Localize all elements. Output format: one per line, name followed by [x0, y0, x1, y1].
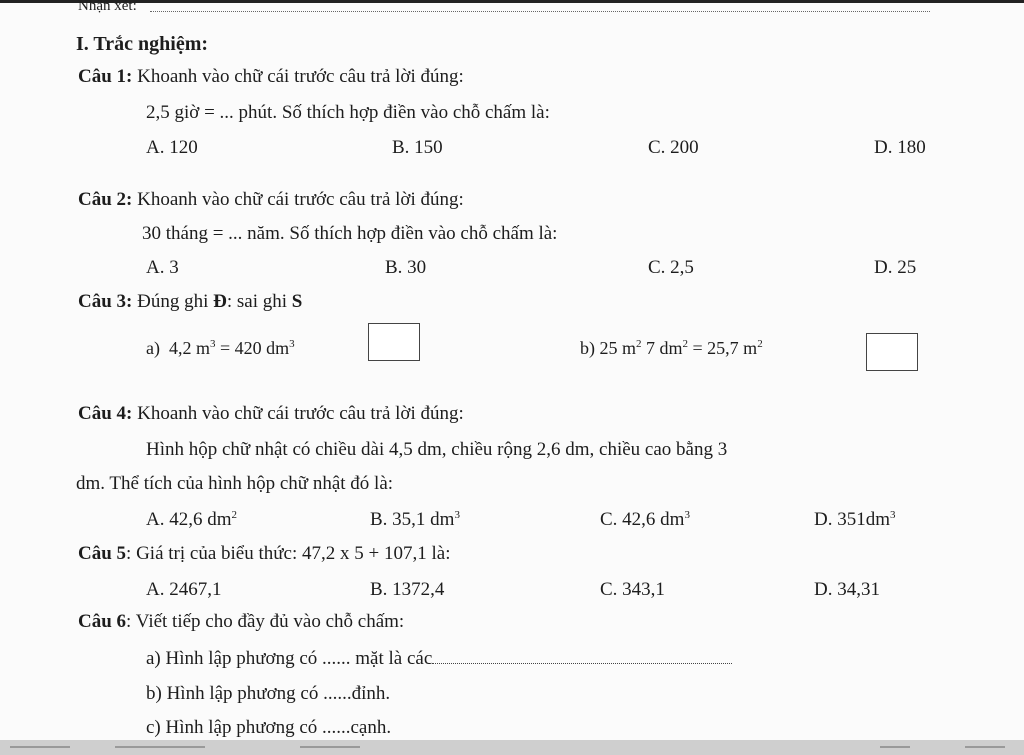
q3-b-e3: 2 [757, 338, 763, 350]
q3-b-label: b) [580, 338, 595, 358]
q4-opt-b-text: B. 35,1 dm [370, 509, 455, 530]
q3-b-e2: 2 [682, 338, 689, 350]
q3-label: Câu 3: [78, 291, 133, 312]
bottom-strip [0, 740, 1024, 755]
bottom-mark [10, 746, 70, 748]
q1-prompt: Khoanh vào chữ cái trước câu trả lời đúng: [137, 66, 464, 87]
q6-item-a [146, 648, 732, 670]
q6-heading [78, 611, 404, 633]
q1-heading [78, 66, 464, 88]
q5-option-d[interactable]: D. 34,31 [814, 579, 880, 600]
q4-option-d[interactable] [814, 509, 896, 531]
q1-option-d[interactable]: D. 180 [874, 137, 926, 158]
header-label: Nhận xét: [78, 0, 137, 14]
q4-label: Câu 4: [78, 403, 133, 424]
q1-option-a[interactable]: A. 120 [146, 137, 198, 158]
q5-prompt: : Giá trị của biểu thức: 47,2 x 5 + 107,1 là: [126, 543, 451, 564]
q4-opt-c-exp: 3 [684, 509, 690, 521]
header-dotted-line [150, 11, 930, 12]
q2-option-a[interactable]: A. 3 [146, 257, 179, 278]
q4-prompt: Khoanh vào chữ cái trước câu trả lời đúng: [137, 403, 464, 424]
q3-a-left: 4,2 m [168, 338, 210, 358]
q4-opt-a-exp: 2 [231, 509, 237, 521]
q4-stem-line1: Hình hộp chữ nhật có chiều dài 4,5 dm, chiều rộng 2,6 dm, chiều cao bằng 3 [146, 439, 728, 460]
q3-b-p2: 7 dm [641, 338, 683, 358]
q3-b-e1: 2 [636, 338, 642, 350]
q1-stem: 2,5 giờ = ... phút. Số thích hợp điền vào chỗ chấm là: [146, 102, 550, 123]
q3-a-exp1: 3 [210, 338, 216, 350]
bottom-mark [115, 746, 205, 748]
q3-item-b [580, 337, 763, 359]
q4-opt-d-exp: 3 [890, 509, 896, 521]
q3-b-answer-box[interactable] [866, 333, 918, 371]
q6-item-c: c) Hình lập phương có ......cạnh. [146, 717, 392, 738]
q2-option-d[interactable]: D. 25 [874, 257, 917, 278]
q3-b-p1: 25 m [599, 338, 637, 358]
q3-item-a [146, 337, 295, 359]
q4-opt-d-text: D. 351dm [814, 509, 890, 530]
q1-option-c[interactable]: C. 200 [648, 137, 699, 158]
q4-option-c[interactable] [600, 509, 690, 531]
q6-item-b: b) Hình lập phương có ......đỉnh. [146, 683, 391, 704]
q4-option-a[interactable] [146, 509, 237, 531]
bottom-mark [300, 746, 360, 748]
q5-option-b[interactable]: B. 1372,4 [370, 579, 445, 600]
q5-label: Câu 5 [78, 543, 127, 564]
q2-label: Câu 2: [78, 189, 133, 210]
q6-label: Câu 6 [78, 611, 127, 632]
q6-prompt: : Viết tiếp cho đầy đủ vào chỗ chấm: [126, 611, 405, 632]
q3-prompt-a: Đúng ghi [137, 291, 214, 312]
q3-a-label: a) [146, 338, 160, 358]
q2-stem: 30 tháng = ... năm. Số thích hợp điền vào chỗ chấm là: [142, 223, 558, 244]
q4-opt-a-text: A. 42,6 dm [146, 509, 232, 530]
q3-heading [78, 291, 302, 313]
q5-heading [78, 543, 450, 565]
q4-heading [78, 403, 464, 425]
bottom-mark [965, 746, 1005, 748]
q4-opt-c-text: C. 42,6 dm [600, 509, 685, 530]
bottom-mark [880, 746, 910, 748]
q4-opt-b-exp: 3 [454, 509, 460, 521]
q3-a-mid: = 420 dm [215, 338, 290, 358]
q1-label: Câu 1: [78, 66, 133, 87]
q3-prompt-d: Đ [213, 291, 227, 312]
q2-prompt: Khoanh vào chữ cái trước câu trả lời đúng: [137, 189, 464, 210]
section-title: I. Trắc nghiệm: [76, 33, 209, 55]
q6-a-text: a) Hình lập phương có ...... mặt là các [146, 648, 433, 669]
q1-option-b[interactable]: B. 150 [392, 137, 443, 158]
q5-option-c[interactable]: C. 343,1 [600, 579, 665, 600]
q2-heading [78, 189, 464, 211]
q3-prompt-s: S [291, 291, 303, 312]
q4-stem-line2: dm. Thể tích của hình hộp chữ nhật đó là: [76, 473, 394, 494]
q4-option-b[interactable] [370, 509, 460, 531]
q3-b-p3: = 25,7 m [688, 338, 758, 358]
q6-a-fill-line[interactable] [432, 662, 732, 664]
q3-a-exp2: 3 [289, 338, 295, 350]
q3-prompt-b: : sai ghi [226, 291, 292, 312]
q2-option-b[interactable]: B. 30 [385, 257, 427, 278]
q5-option-a[interactable]: A. 2467,1 [146, 579, 222, 600]
q3-a-answer-box[interactable] [368, 323, 420, 361]
q2-option-c[interactable]: C. 2,5 [648, 257, 694, 278]
